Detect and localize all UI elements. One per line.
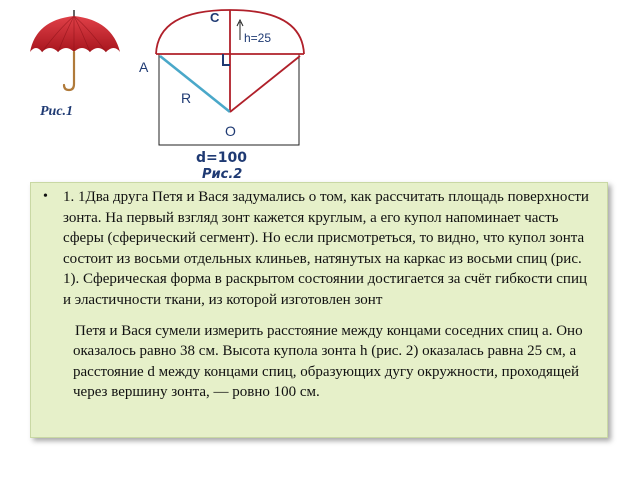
radius-label: R — [181, 90, 192, 106]
umbrella-illustration — [26, 8, 126, 94]
umbrella-handle — [64, 52, 74, 90]
center-o-label: O — [225, 123, 236, 139]
figure-area — [0, 0, 640, 182]
diameter-label: d=100 — [196, 150, 247, 166]
problem-bullet-item — [43, 187, 597, 311]
radius-line-right — [230, 56, 300, 112]
umbrella-canopy — [30, 16, 120, 52]
right-angle-marker — [223, 54, 230, 65]
spherical-segment-diagram — [139, 0, 310, 150]
figure1-caption: Рис.1 — [40, 104, 74, 119]
radius-line-left — [160, 56, 230, 112]
bullet-icon: • — [43, 189, 48, 204]
problem-paragraph-2: Петя и Вася сумели измерить расстояние между концами соседних спиц a. Оно оказалось равно 38 см. Высота купола зонта h (рис. 2) оказалась равна 25 см, а расстояние d между концами спиц, образующих дугу окружности, проходящей через вершину зонта, — ровно 100 см. — [73, 322, 583, 401]
point-a-label: A — [139, 59, 149, 75]
figure2-caption: Рис.2 — [202, 167, 243, 182]
problem-paragraph-1: 1. 1Два друга Петя и Вася задумались о том, как рассчитать площадь поверхности зонта. На первый взгляд зонт кажется круглым, а его купол напоминает часть сферы (сферический сегмент). Но если присмотреться, то видно, что купол зонта состоит из восьми отдельных клиньев, натянутых на каркас из восьми спиц (рис. 1). Сферическая форма в раскрытом состоянии достигается за счёт гибкости спиц и эластичности ткани, из которой изготовлен зонт — [63, 189, 589, 308]
height-label: h=25 — [244, 31, 272, 45]
problem-text-box — [30, 182, 608, 438]
point-c-label: C — [210, 10, 220, 25]
